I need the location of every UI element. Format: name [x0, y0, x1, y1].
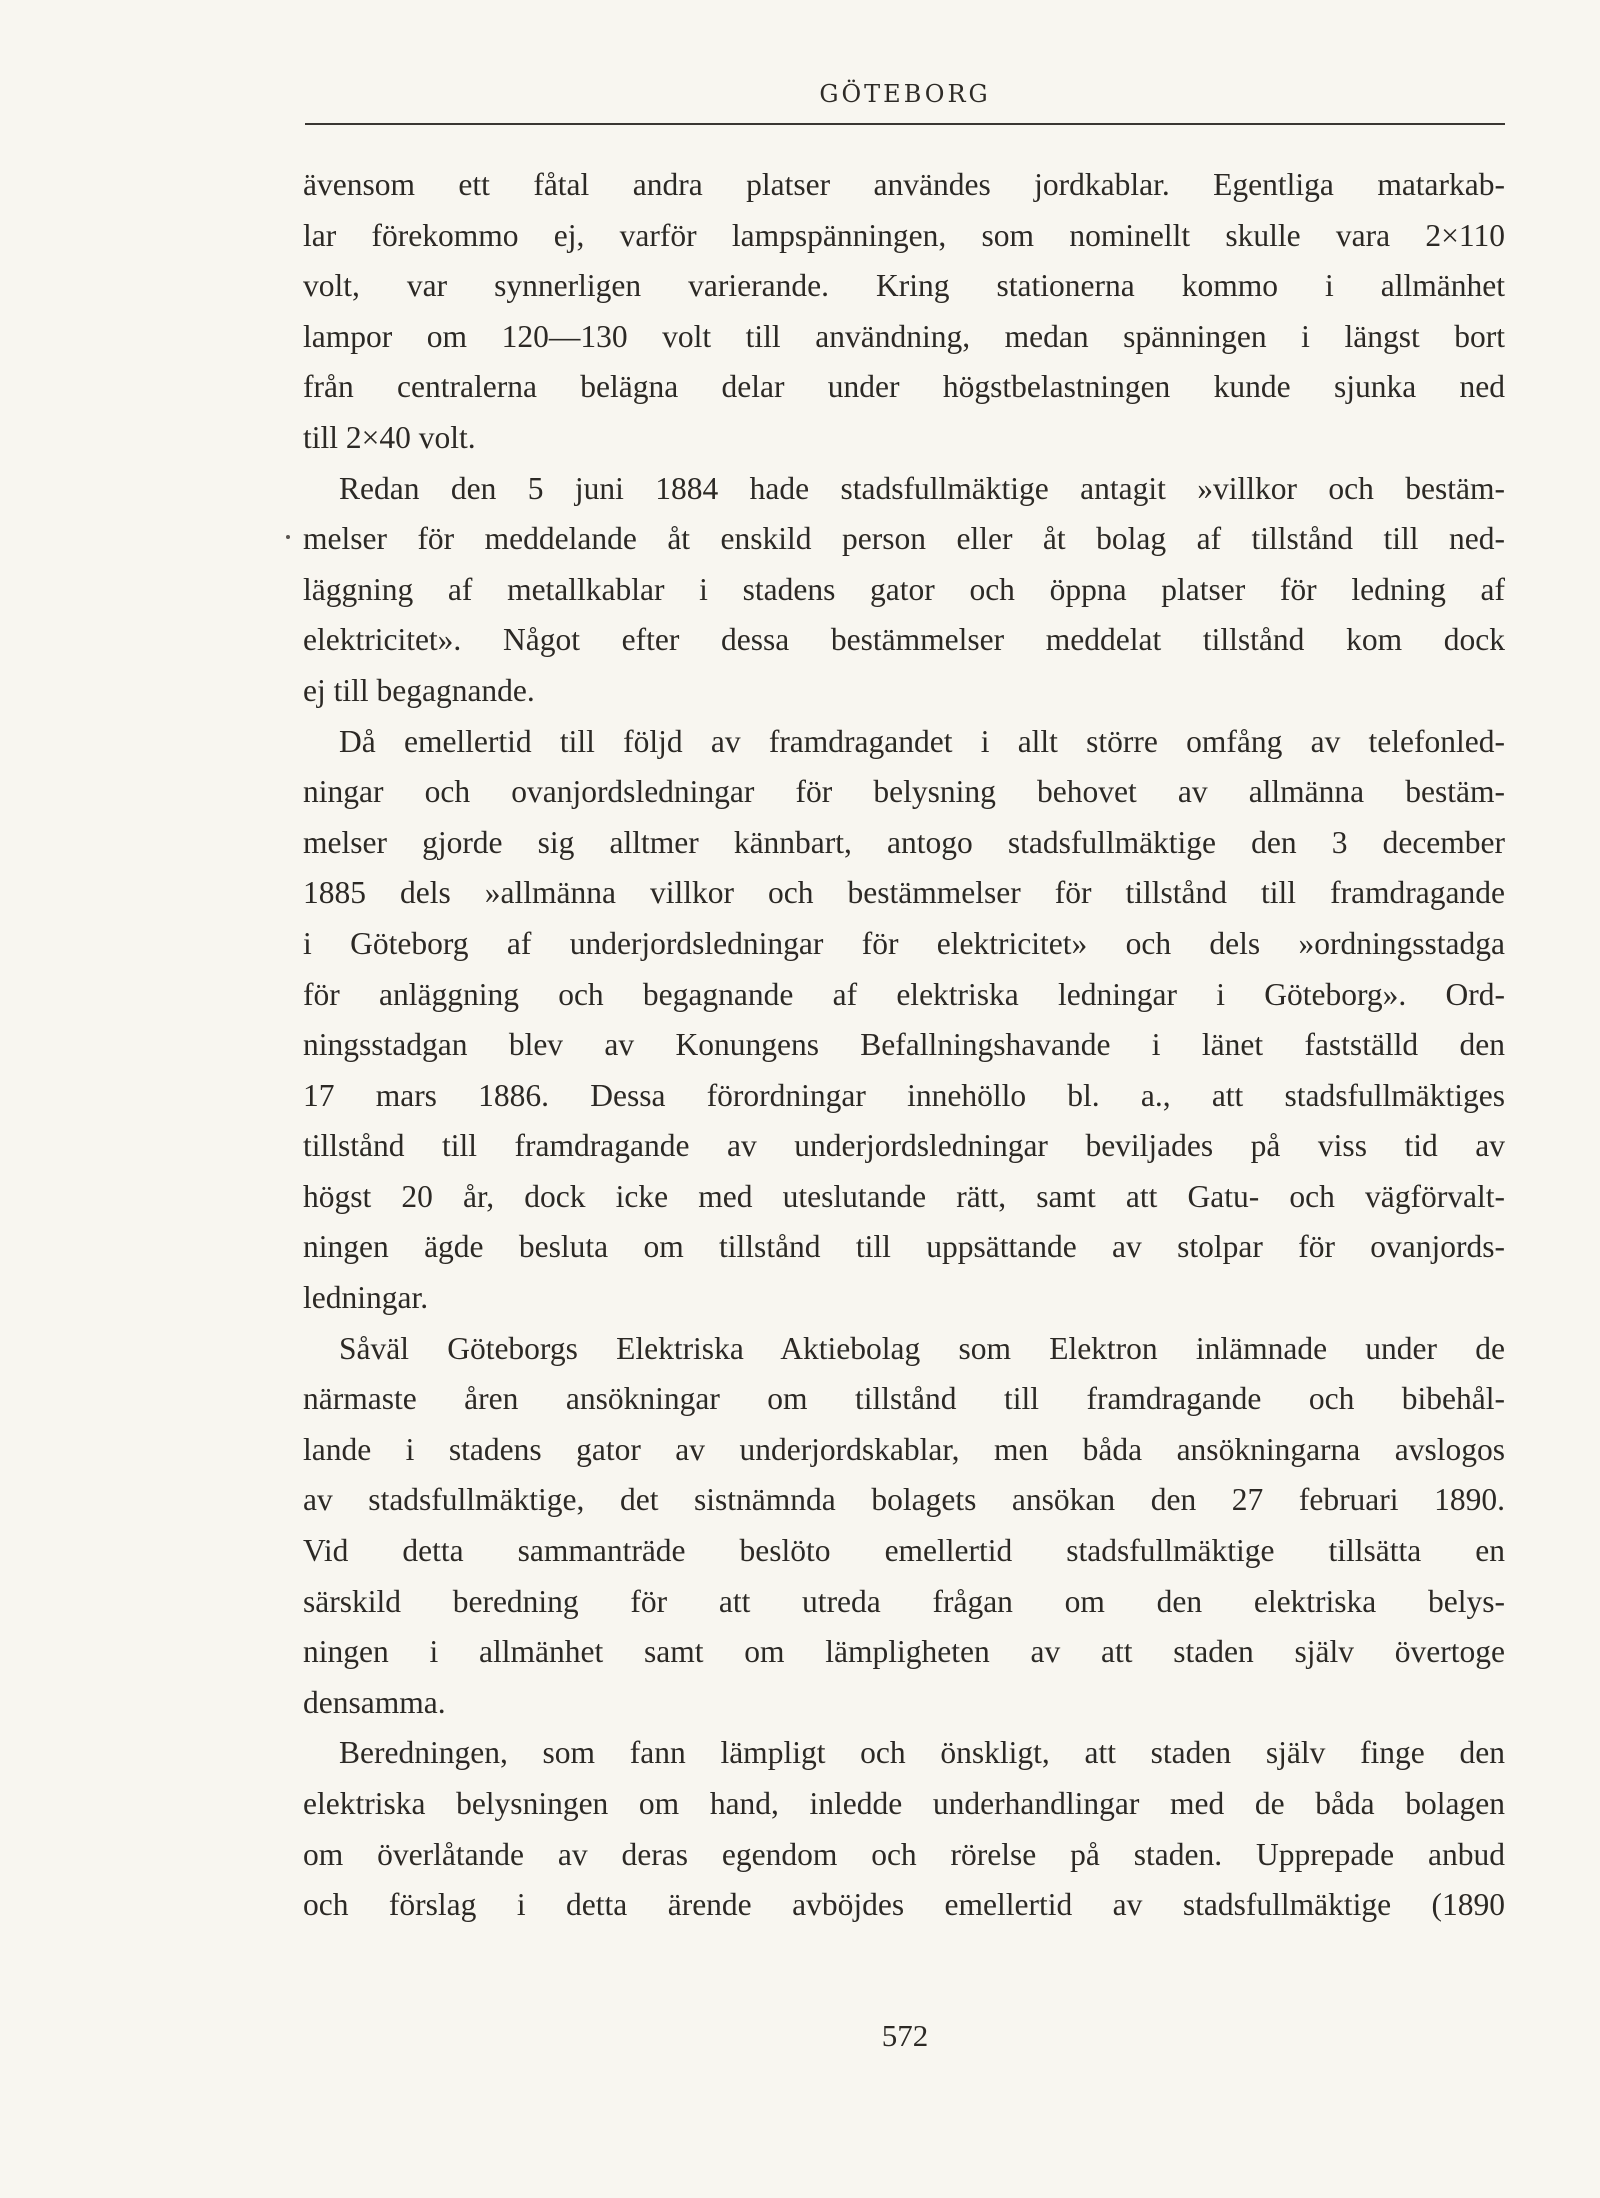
header-rule: [305, 123, 1505, 125]
margin-mark: [286, 535, 290, 539]
text-line: särskild beredning för att utreda frågan om den elektriska belys-: [303, 1583, 1505, 1619]
text-line: tillstånd till framdragande av underjordsledningar beviljades på viss tid av: [303, 1128, 1505, 1164]
paragraph: [303, 464, 1505, 717]
text-line: Beredningen, som fann lämpligt och önskligt, att staden själv finge den: [339, 1735, 1505, 1771]
text-line: 1885 dels »allmänna villkor och bestämmelser för tillstånd till framdragande: [303, 875, 1505, 911]
text-line: melser för meddelande åt enskild person eller åt bolag af tillstånd till ned-: [303, 521, 1505, 557]
paragraph: [303, 1324, 1505, 1729]
text-line: Då emellertid till följd av framdragandet i allt större omfång av telefonled-: [339, 723, 1505, 759]
text-line: ningsstadgan blev av Konungens Befallningshavande i länet fastställd den: [303, 1027, 1505, 1063]
text-line: ävensom ett fåtal andra platser användes jordkablar. Egentliga matarkab-: [303, 167, 1505, 202]
text-line: lampor om 120—130 volt till användning, medan spänningen i längst bort: [303, 318, 1505, 354]
text-line: till 2×40 volt.: [303, 419, 476, 455]
text-line: närmaste åren ansökningar om tillstånd till framdragande och bibehål-: [303, 1381, 1505, 1417]
text-line: läggning af metallkablar i stadens gator och öppna platser för ledning af: [303, 571, 1505, 607]
paragraph: [303, 1728, 1505, 1930]
text-line: densamma.: [303, 1684, 446, 1720]
text-line: av stadsfullmäktige, det sistnämnda bolagets ansökan den 27 februari 1890.: [303, 1482, 1505, 1518]
text-line: ningar och ovanjordsledningar för belysning behovet av allmänna bestäm-: [303, 774, 1505, 810]
text-line: i Göteborg af underjordsledningar för elektricitet» och dels »ordningsstadga: [303, 925, 1505, 961]
text-line: för anläggning och begagnande af elektriska ledningar i Göteborg». Ord-: [303, 976, 1505, 1012]
text-line: ej till begagnande.: [303, 672, 535, 708]
text-line: lar förekommo ej, varför lampspänningen, som nominellt skulle vara 2×110: [303, 217, 1505, 253]
text-line: 17 mars 1886. Dessa förordningar innehöllo bl. a., att stadsfullmäktiges: [303, 1077, 1505, 1113]
text-line: ledningar.: [303, 1280, 429, 1316]
paragraph: [303, 717, 1505, 1324]
text-line: och förslag i detta ärende avböjdes emellertid av stadsfullmäktige (1890: [303, 1887, 1505, 1923]
text-line: volt, var synnerligen varierande. Kring stationerna kommo i allmänhet: [303, 268, 1505, 304]
text-line: Såväl Göteborgs Elektriska Aktiebolag som Elektron inlämnade under de: [339, 1330, 1505, 1366]
page-number: 572: [881, 2018, 929, 2053]
text-line: Redan den 5 juni 1884 hade stadsfullmäktige antagit »villkor och bestäm-: [339, 470, 1505, 506]
text-line: högst 20 år, dock icke med uteslutande rätt, samt att Gatu- och vägförvalt-: [303, 1178, 1505, 1214]
text-line: från centralerna belägna delar under högstbelastningen kunde sjunka ned: [303, 369, 1505, 405]
running-title: GÖTEBORG: [819, 80, 991, 108]
text-line: melser gjorde sig alltmer kännbart, antogo stadsfullmäktige den 3 december: [303, 824, 1505, 860]
paragraph: [303, 160, 1505, 464]
text-line: lande i stadens gator av underjordskablar, men båda ansökningarna avslogos: [303, 1431, 1505, 1467]
text-line: ningen i allmänhet samt om lämpligheten av att staden själv övertoge: [303, 1634, 1505, 1670]
text-line: elektricitet». Något efter dessa bestämmelser meddelat tillstånd kom dock: [303, 622, 1505, 658]
text-line: elektriska belysningen om hand, inledde underhandlingar med de båda bolagen: [303, 1786, 1505, 1821]
text-line: om överlåtande av deras egendom och rörelse på staden. Upprepade anbud: [303, 1836, 1505, 1872]
body-text: [303, 160, 1505, 1931]
text-line: ningen ägde besluta om tillstånd till uppsättande av stolpar för ovanjords-: [303, 1229, 1505, 1265]
text-line: Vid detta sammanträde beslöto emellertid stadsfullmäktige tillsätta en: [303, 1533, 1505, 1569]
